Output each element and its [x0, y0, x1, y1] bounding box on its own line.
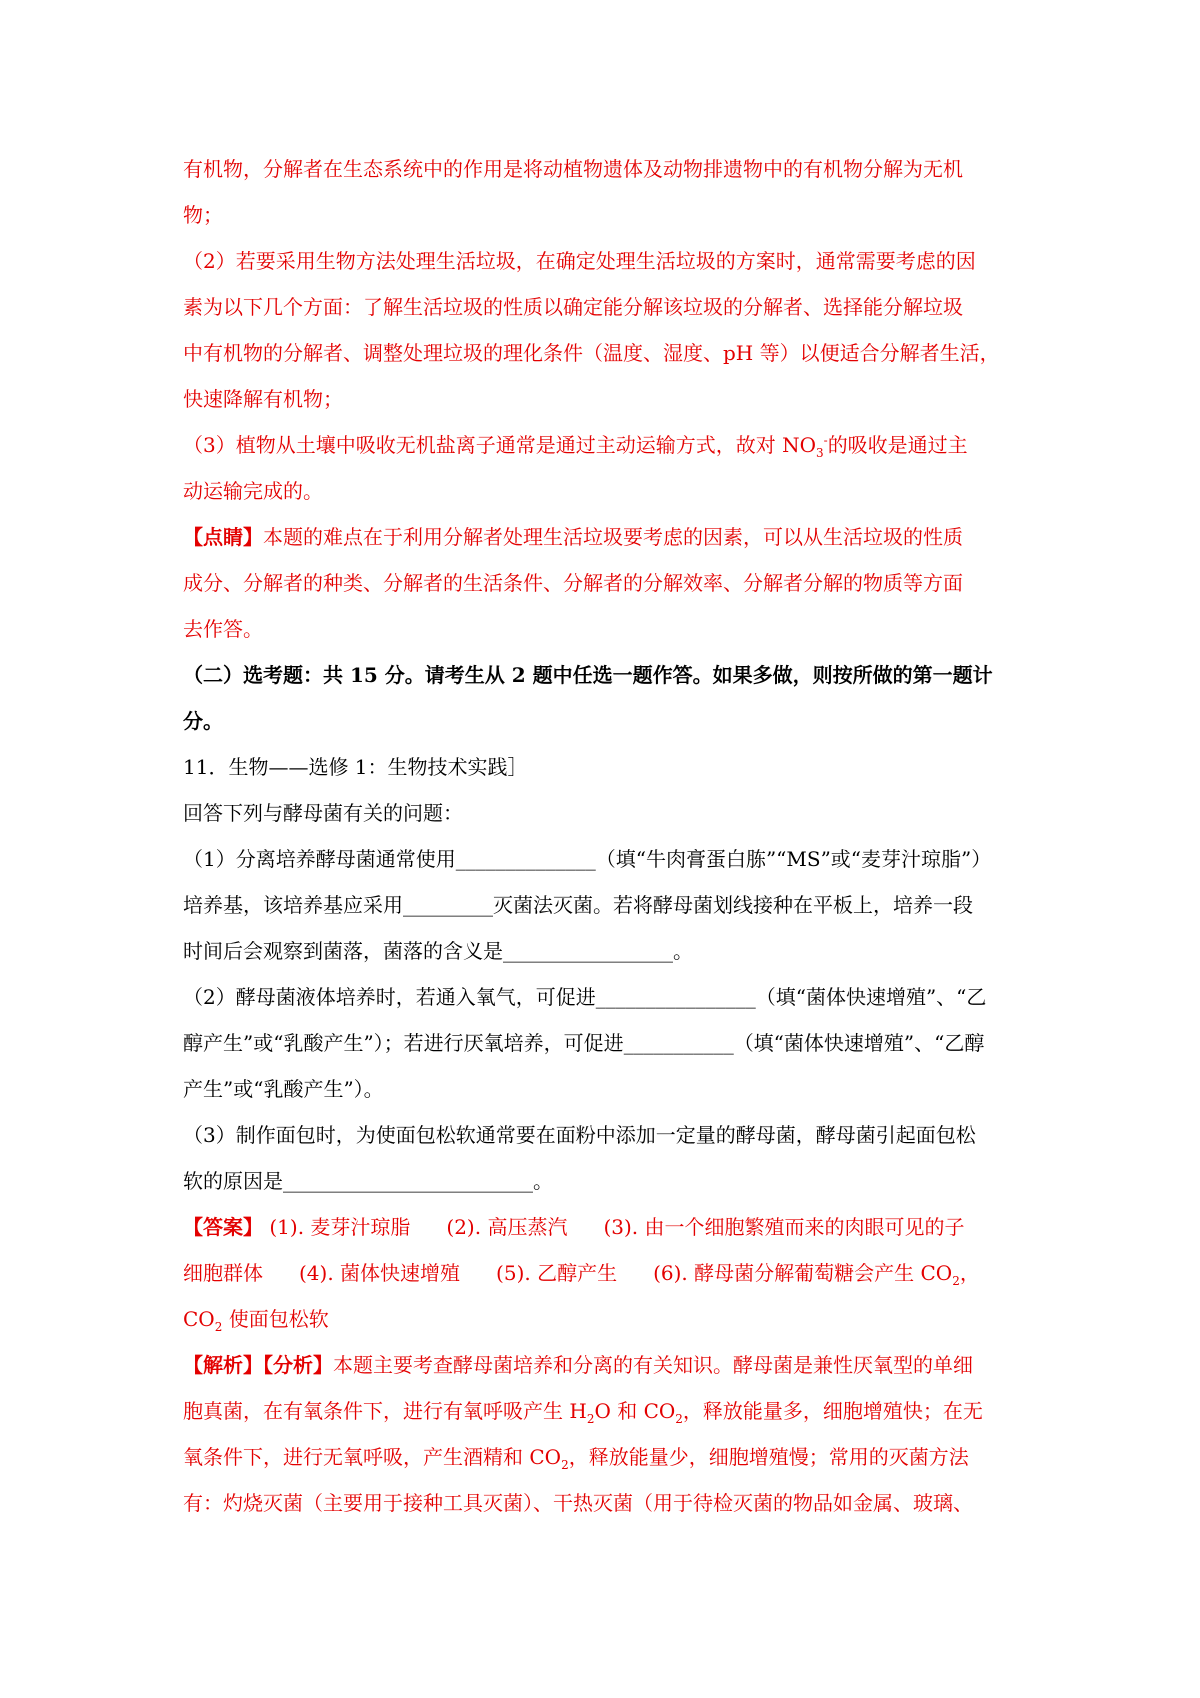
text-line-4: 素为以下几个方面：了解生活垃圾的性质以确定能分解该垃圾的分解者、选择能分解垃圾	[183, 295, 963, 319]
dianjing-line-3: 去作答。	[183, 617, 263, 641]
text-line-6: 快速降解有机物；	[183, 387, 343, 411]
analysis-line-3: 氧条件下，进行无氧呼吸，产生酒精和 $CO_2$，释放能量少，细胞增殖慢；常用的灭菌方法	[183, 1445, 969, 1472]
question-2-line-1: （2）酵母菌液体培养时，若通入氧气，可促进________________（填“菌体快速增殖”、“乙	[183, 985, 987, 1009]
document-page	[183, 146, 1023, 1526]
dianjing-tag: 【点睛】	[183, 525, 263, 549]
question-1-line-2: 培养基，该培养基应采用_________灭菌法灭菌。若将酵母菌划线接种在平板上，培养一段	[183, 893, 973, 917]
dianjing-line-1: 【点睛】本题的难点在于利用分解者处理生活垃圾要考虑的因素，可以从生活垃圾的性质	[183, 525, 963, 549]
blank-3: _________________	[503, 939, 673, 963]
analysis-line-4: 有：灼烧灭菌（主要用于接种工具灭菌）、干热灭菌（用于待检灭菌的物品如金属、玻璃、	[183, 1491, 973, 1515]
analysis-line-2: 胞真菌，在有氧条件下，进行有氧呼吸产生 $H_2O$ 和 $CO_2$，释放能量多，细胞增殖快；在无	[183, 1399, 983, 1426]
section-heading-line-2: 分。	[183, 709, 223, 733]
analysis-line-1: 【解析】【分析】本题主要考查酵母菌培养和分离的有关知识。酵母菌是兼性厌氧型的单细	[183, 1353, 973, 1377]
question-title: 11．生物——选修 1：生物技术实践］	[183, 755, 528, 779]
blank-1: ______________	[455, 847, 596, 871]
text-line-2: 物；	[183, 203, 223, 227]
question-1-line-3: 时间后会观察到菌落，菌落的含义是_________________。	[183, 939, 693, 963]
dianjing-line-2: 成分、分解者的种类、分解者的生活条件、分解者的分解效率、分解者分解的物质等方面	[183, 571, 963, 595]
answer-line-3: $CO_2$ 使面包松软	[183, 1307, 329, 1334]
question-3-line-2: 软的原因是_________________________。	[183, 1169, 553, 1193]
question-intro: 回答下列与酵母菌有关的问题：	[183, 801, 463, 825]
answer-line-1: 【答案】 (1). 麦芽汁琼脂 (2). 高压蒸汽 (3). 由一个细胞繁殖而来的肉眼可见的子	[183, 1215, 965, 1239]
text-line-7: （3）植物从土壤中吸收无机盐离子通常是通过主动运输方式，故对 $NO_3^-$的吸收是通过主	[183, 433, 968, 460]
question-3-line-1: （3）制作面包时，为使面包松软通常要在面粉中添加一定量的酵母菌，酵母菌引起面包松	[183, 1123, 976, 1147]
blank-5: ___________	[623, 1031, 734, 1055]
blank-2: _________	[403, 893, 493, 917]
text-line-5: 中有机物的分解者、调整处理垃圾的理化条件（温度、湿度、pH 等）以便适合分解者生活，	[183, 341, 1000, 365]
question-2-line-2: 醇产生”或“乳酸产生”）；若进行厌氧培养，可促进___________（填“菌体快速增殖”、“乙醇	[183, 1031, 985, 1055]
blank-6: _________________________	[283, 1169, 533, 1193]
answer-tag: 【答案】	[183, 1215, 263, 1239]
answer-line-2: 细胞群体 (4). 菌体快速增殖 (5). 乙醇产生 (6). 酵母菌分解葡萄糖会产生 $CO_2$，	[183, 1261, 980, 1288]
analysis-tag: 【解析】【分析】	[183, 1353, 333, 1377]
text-line-1: 有机物，分解者在生态系统中的作用是将动植物遗体及动物排遗物中的有机物分解为无机	[183, 157, 963, 181]
question-1-line-1: （1）分离培养酵母菌通常使用______________（填“牛肉膏蛋白胨”“MS”或“麦芽汁琼脂”）	[183, 847, 992, 871]
question-2-line-3: 产生”或“乳酸产生”）。	[183, 1077, 384, 1101]
blank-4: ________________	[595, 985, 756, 1009]
text-line-8: 动运输完成的。	[183, 479, 323, 503]
section-heading-line-1: （二）选考题：共 15 分。请考生从 2 题中任选一题作答。如果多做，则按所做的第一题计	[183, 663, 993, 687]
text-line-3: （2）若要采用生物方法处理生活垃圾，在确定处理生活垃圾的方案时，通常需要考虑的因	[183, 249, 976, 273]
